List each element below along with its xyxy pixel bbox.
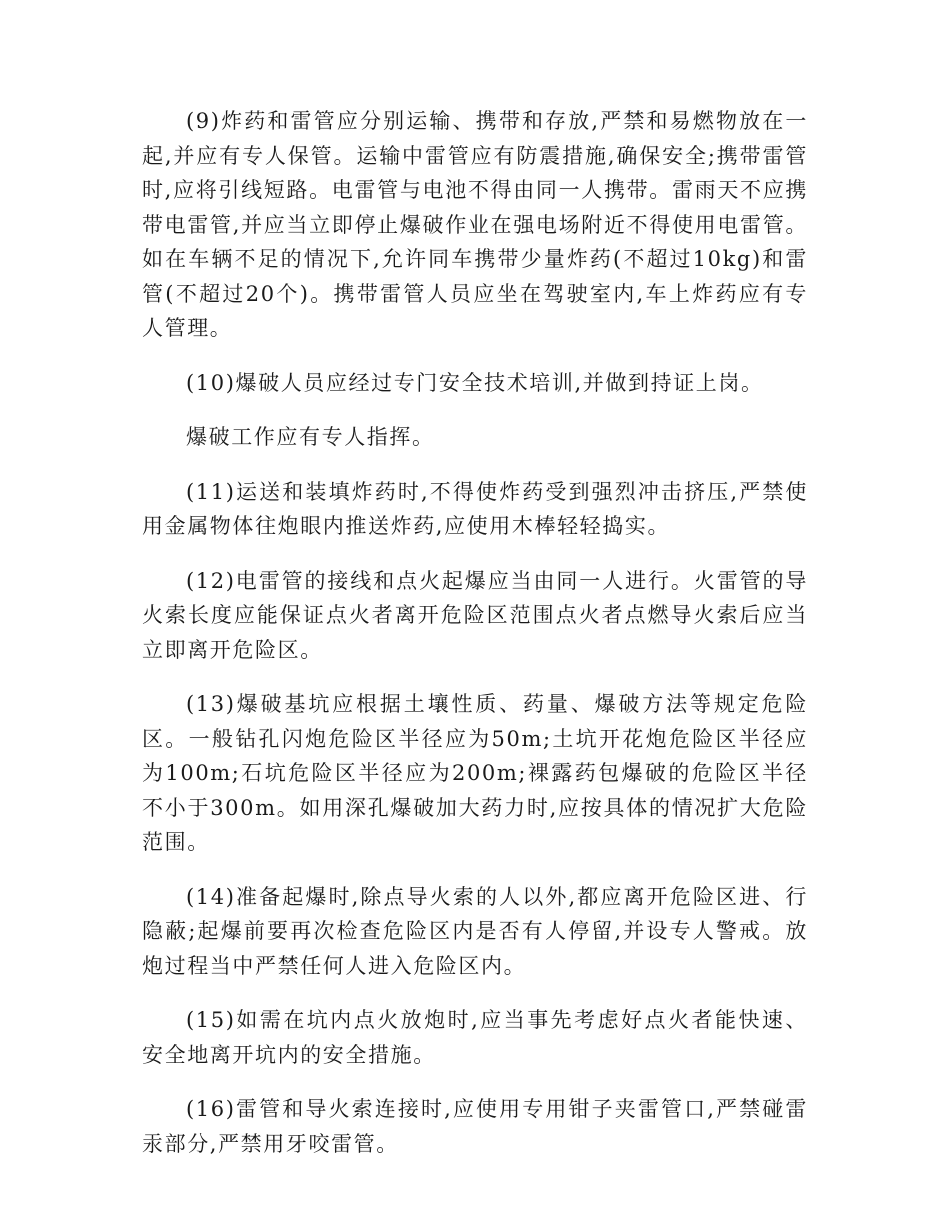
- paragraph-11: (11)运送和装填炸药时,不得使炸药受到强烈冲击挤压,严禁使用金属物体往炮眼内推送炸药,应使用木棒轻轻捣实。: [142, 479, 808, 538]
- paragraph-9: (9)炸药和雷管应分别运输、携带和存放,严禁和易燃物放在一起,并应有专人保管。运输中雷管应有防震措施,确保安全;携带雷管时,应将引线短路。电雷管与电池不得由同一人携带。雷雨天不应携带电雷管,并应当立即停止爆破作业在强电场附近不得使用电雷管。如在车辆不足的情况下,允许同车携带少量炸药(不超过10kg)和雷管(不超过20个)。携带雷管人员应坐在驾驶室内,车上炸药应有专人管理。: [142, 109, 808, 340]
- paragraph-13: (13)爆破基坑应根据土壤性质、药量、爆破方法等规定危险区。一般钻孔闪炮危险区半径应为50m;土坑开花炮危险区半径应为100m;石坑危险区半径应为200m;裸露药包爆破的危险区半径不小于300m。如用深孔爆破加大药力时,应按具体的情况扩大危险范围。: [142, 692, 808, 854]
- paragraph-12: (12)电雷管的接线和点火起爆应当由同一人进行。火雷管的导火索长度应能保证点火者离开危险区范围点火者点燃导火索后应当立即离开危险区。: [142, 568, 808, 662]
- paragraph-10: (10)爆破人员应经过专门安全技术培训,并做到持证上岗。: [186, 370, 764, 395]
- paragraph-16: (16)雷管和导火索连接时,应使用专用钳子夹雷管口,严禁碰雷汞部分,严禁用牙咬雷管。: [142, 1097, 808, 1156]
- paragraph-15: (15)如需在坑内点火放炮时,应当事先考虑好点火者能快速、安全地离开坑内的安全措施。: [142, 1008, 808, 1067]
- paragraph-14: (14)准备起爆时,除点导火索的人以外,都应离开危险区进、行隐蔽;起爆前要再次检查危险区内是否有人停留,并设专人警戒。放炮过程当中严禁任何人进入危险区内。: [142, 884, 808, 978]
- paragraph-10-continued: 爆破工作应有专人指挥。: [186, 425, 435, 449]
- document-page: [142, 104, 808, 1181]
